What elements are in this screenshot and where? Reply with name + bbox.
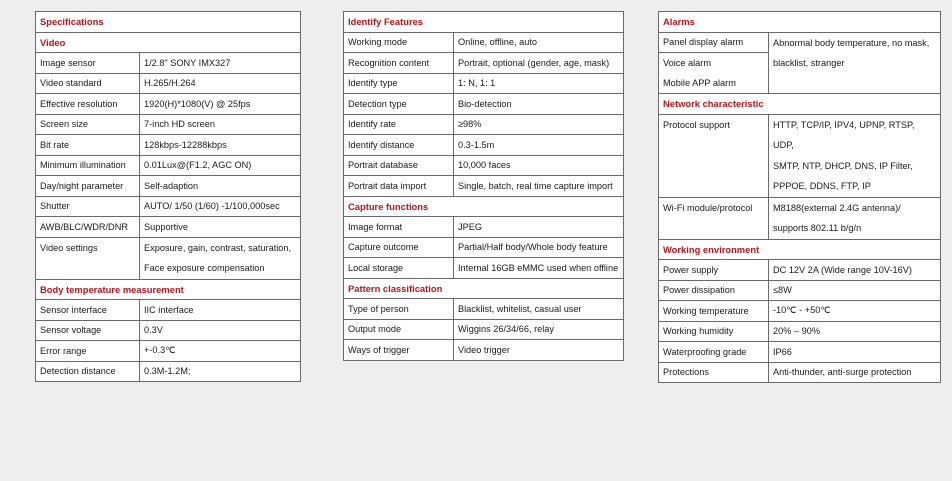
table-row bbox=[36, 155, 301, 176]
row-label: Wi-Fi module/protocol bbox=[659, 197, 769, 239]
table-row bbox=[659, 114, 941, 197]
row-label: Working mode bbox=[344, 32, 454, 53]
row-label: AWB/BLC/WDR/DNR bbox=[36, 217, 140, 238]
row-label: Portrait data import bbox=[344, 176, 454, 197]
row-label: Video standard bbox=[36, 73, 140, 94]
row-value: ≤8W bbox=[769, 280, 941, 301]
row-label: Sensor voltage bbox=[36, 320, 140, 341]
table-row bbox=[36, 237, 301, 279]
row-value: 0.3V bbox=[140, 320, 301, 341]
row-label: Video settings bbox=[36, 237, 140, 279]
row-label: Image format bbox=[344, 217, 454, 238]
row-label: Identify distance bbox=[344, 135, 454, 156]
row-label: Working humidity bbox=[659, 321, 769, 342]
row-value: Portrait, optional (gender, age, mask) bbox=[454, 53, 624, 74]
row-label: Identify rate bbox=[344, 114, 454, 135]
capture-section-header: Capture functions bbox=[344, 196, 624, 217]
environment-section-header: Working environment bbox=[659, 239, 941, 260]
row-value: AUTO/ 1/50 (1/60) -1/100,000sec bbox=[140, 196, 301, 217]
video-settings-line2: Face exposure compensation bbox=[144, 263, 265, 273]
row-label: Local storage bbox=[344, 258, 454, 279]
row-value: Internal 16GB eMMC used when offline bbox=[454, 258, 624, 279]
row-value: 7-inch HD screen bbox=[140, 114, 301, 135]
row-label: Image sensor bbox=[36, 53, 140, 74]
table-row bbox=[659, 362, 941, 383]
row-value: 1/2.8" SONY IMX327 bbox=[140, 53, 301, 74]
row-value bbox=[140, 237, 301, 279]
row-value: 0.3M-1.2M; bbox=[140, 361, 301, 382]
row-label: Bit rate bbox=[36, 135, 140, 156]
row-value: 20% – 90% bbox=[769, 321, 941, 342]
row-label: Mobile APP alarm bbox=[659, 73, 769, 94]
row-value: DC 12V 2A (Wide range 10V-16V) bbox=[769, 260, 941, 281]
table-row bbox=[36, 320, 301, 341]
table-row bbox=[344, 114, 624, 135]
row-label: Waterproofing grade bbox=[659, 342, 769, 363]
row-label: Effective resolution bbox=[36, 94, 140, 115]
table-row bbox=[344, 32, 624, 53]
row-label: Type of person bbox=[344, 299, 454, 320]
table-row bbox=[659, 260, 941, 281]
row-value: 1920(H)*1080(V) @ 25fps bbox=[140, 94, 301, 115]
row-value: Anti-thunder, anti-surge protection bbox=[769, 362, 941, 383]
wifi-value bbox=[769, 197, 941, 239]
table-row bbox=[659, 32, 941, 53]
table-row bbox=[344, 53, 624, 74]
table-row bbox=[344, 340, 624, 361]
table-row bbox=[659, 280, 941, 301]
specifications-title: Specifications bbox=[36, 12, 301, 33]
row-value: 10,000 faces bbox=[454, 155, 624, 176]
protocol-line: HTTP, TCP/IP, IPV4, UPNP, RTSP, UDP, bbox=[773, 119, 915, 150]
alarms-table bbox=[658, 11, 941, 383]
network-section-header: Network characteristic bbox=[659, 94, 941, 115]
row-value: ≥98% bbox=[454, 114, 624, 135]
row-value: 0.01Lux@(F1.2, AGC ON) bbox=[140, 155, 301, 176]
table-row bbox=[36, 73, 301, 94]
row-value: Online, offline, auto bbox=[454, 32, 624, 53]
row-value: Single, batch, real time capture import bbox=[454, 176, 624, 197]
alarm-types-line2: blacklist, stranger bbox=[773, 58, 845, 68]
video-settings-line1: Exposure, gain, contrast, saturation, bbox=[144, 242, 292, 253]
wifi-line: M8188(external 2.4G antenna)/ bbox=[773, 202, 901, 213]
table-row bbox=[659, 197, 941, 239]
row-label: Working temperature bbox=[659, 301, 769, 322]
row-label: Power supply bbox=[659, 260, 769, 281]
table-row bbox=[344, 299, 624, 320]
row-label: Power dissipation bbox=[659, 280, 769, 301]
table-row bbox=[344, 94, 624, 115]
alarms-panel bbox=[658, 11, 941, 383]
table-row bbox=[36, 341, 301, 362]
table-row bbox=[659, 342, 941, 363]
row-label: Capture outcome bbox=[344, 237, 454, 258]
row-label: Detection distance bbox=[36, 361, 140, 382]
table-row bbox=[36, 94, 301, 115]
row-label: Protections bbox=[659, 362, 769, 383]
protocol-support-value bbox=[769, 114, 941, 197]
row-value: 0.3-1.5m bbox=[454, 135, 624, 156]
row-value: Bio-detection bbox=[454, 94, 624, 115]
protocol-line: SMTP, NTP, DHCP, DNS, IP Filter, bbox=[773, 160, 913, 171]
row-label: Screen size bbox=[36, 114, 140, 135]
table-row bbox=[36, 217, 301, 238]
table-row bbox=[36, 114, 301, 135]
row-label: Panel display alarm bbox=[659, 32, 769, 53]
table-row bbox=[36, 176, 301, 197]
row-value: Wiggins 26/34/66, relay bbox=[454, 319, 624, 340]
row-value: Blacklist, whitelist, casual user bbox=[454, 299, 624, 320]
row-value: 128kbps-12288kbps bbox=[140, 135, 301, 156]
row-value: +-0.3℃ bbox=[140, 341, 301, 362]
row-label: Ways of trigger bbox=[344, 340, 454, 361]
specifications-panel bbox=[35, 11, 301, 382]
video-section-header: Video bbox=[36, 32, 301, 53]
table-row bbox=[659, 321, 941, 342]
table-row bbox=[344, 217, 624, 238]
row-value: -10℃ - +50℃ bbox=[769, 301, 941, 322]
row-value: Video trigger bbox=[454, 340, 624, 361]
table-row bbox=[36, 53, 301, 74]
row-label: Shutter bbox=[36, 196, 140, 217]
pattern-section-header: Pattern classification bbox=[344, 278, 624, 299]
row-value: H.265/H.264 bbox=[140, 73, 301, 94]
identify-features-table bbox=[343, 11, 624, 361]
table-row bbox=[36, 361, 301, 382]
alarm-types-value bbox=[769, 32, 941, 94]
row-label: Portrait database bbox=[344, 155, 454, 176]
table-row bbox=[344, 135, 624, 156]
table-row bbox=[344, 237, 624, 258]
table-row bbox=[344, 73, 624, 94]
protocol-line: PPPOE, DDNS, FTP, IP bbox=[773, 181, 871, 191]
identify-features-panel bbox=[343, 11, 624, 361]
table-row bbox=[344, 155, 624, 176]
specifications-table bbox=[35, 11, 301, 382]
row-label: Sensor interface bbox=[36, 300, 140, 321]
body-temp-section-header: Body temperature measurement bbox=[36, 279, 301, 300]
row-label: Protocol support bbox=[659, 114, 769, 197]
row-label: Error range bbox=[36, 341, 140, 362]
table-row bbox=[36, 196, 301, 217]
row-value: JPEG bbox=[454, 217, 624, 238]
row-value: Self-adaption bbox=[140, 176, 301, 197]
identify-features-title: Identify Features bbox=[344, 12, 624, 33]
row-label: Day/night parameter bbox=[36, 176, 140, 197]
table-row bbox=[36, 300, 301, 321]
row-value: Supportive bbox=[140, 217, 301, 238]
row-label: Output mode bbox=[344, 319, 454, 340]
table-row bbox=[344, 319, 624, 340]
row-label: Minimum illumination bbox=[36, 155, 140, 176]
table-row bbox=[344, 176, 624, 197]
row-value: IIC interface bbox=[140, 300, 301, 321]
alarms-title: Alarms bbox=[659, 12, 941, 33]
row-value: Partial/Half body/Whole body feature bbox=[454, 237, 624, 258]
table-row bbox=[659, 301, 941, 322]
wifi-line: supports 802.11 b/g/n bbox=[773, 223, 862, 233]
row-label: Detection type bbox=[344, 94, 454, 115]
row-value: IP66 bbox=[769, 342, 941, 363]
row-label: Identify type bbox=[344, 73, 454, 94]
table-row bbox=[36, 135, 301, 156]
row-label: Recognition content bbox=[344, 53, 454, 74]
row-value: 1: N, 1: 1 bbox=[454, 73, 624, 94]
alarm-types-line1: Abnormal body temperature, no mask, bbox=[773, 37, 930, 48]
table-row bbox=[344, 258, 624, 279]
row-label: Voice alarm bbox=[659, 53, 769, 74]
